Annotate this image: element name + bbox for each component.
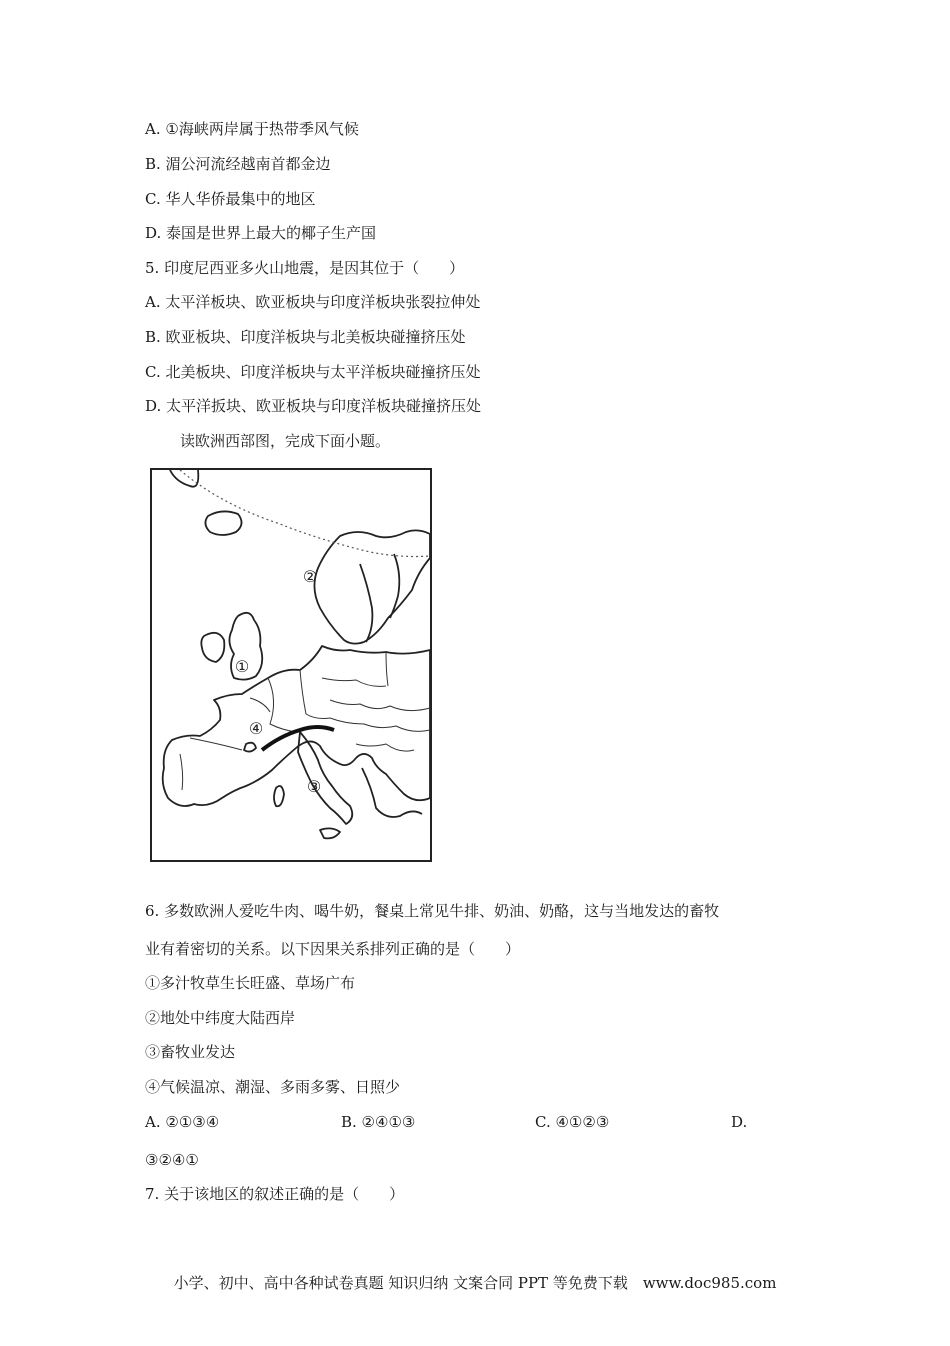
q4-option-b: B. 湄公河流经越南首都金边 bbox=[145, 155, 331, 173]
q6-statement-4: ④气候温凉、潮湿、多雨多雾、日照少 bbox=[145, 1078, 401, 1096]
q5-option-d: D. 太平洋扳块、欧亚板块与印度洋板块碰撞挤压处 bbox=[145, 397, 482, 415]
q6-option-c: C. ④①②③ bbox=[535, 1113, 610, 1131]
q6-option-a: A. ②①③④ bbox=[145, 1113, 220, 1131]
q6-options-row bbox=[0, 1112, 950, 1132]
map-label-2: ② bbox=[302, 567, 318, 586]
map-intro: 读欧洲西部图，完成下面小题。 bbox=[180, 432, 391, 450]
western-europe-map bbox=[150, 468, 432, 862]
q5-option-c: C. 北美板块、印度洋板块与太平洋板块碰撞挤压处 bbox=[145, 363, 481, 381]
q6-stem-line2: 业有着密切的关系。以下因果关系排列正确的是（ ） bbox=[145, 940, 521, 958]
q4-option-c: C. 华人华侨最集中的地区 bbox=[145, 190, 316, 208]
q6-stem-line1: 6. 多数欧洲人爱吃牛肉、喝牛奶，餐桌上常见牛排、奶油、奶酪，这与当地发达的畜牧 bbox=[145, 902, 720, 920]
q6-statement-2: ②地处中纬度大陆西岸 bbox=[145, 1009, 296, 1027]
map-label-3: ③ bbox=[306, 777, 322, 796]
map-label-1: ① bbox=[234, 657, 250, 676]
q5-option-a: A. 太平洋板块、欧亚板块与印度洋板块张裂拉伸处 bbox=[145, 293, 481, 311]
q6-statement-1: ①多汁牧草生长旺盛、草场广布 bbox=[145, 974, 356, 992]
q6-statement-3: ③畜牧业发达 bbox=[145, 1043, 236, 1061]
q5-stem: 5. 印度尼西亚多火山地震，是因其位于（ ） bbox=[145, 259, 465, 277]
q6-option-d-answer: ③②④① bbox=[145, 1151, 199, 1169]
q5-option-b: B. 欧亚板块、印度洋板块与北美板块碰撞挤压处 bbox=[145, 328, 466, 346]
q4-option-a: A. ①海峡两岸属于热带季风气候 bbox=[145, 120, 359, 138]
q6-option-d: D. bbox=[731, 1113, 748, 1131]
q4-option-d: D. 泰国是世界上最大的椰子生产国 bbox=[145, 224, 377, 242]
page-footer: 小学、初中、高中各种试卷真题 知识归纳 文案合同 PPT 等免费下载 www.doc985.com bbox=[173, 1274, 777, 1292]
q7-stem: 7. 关于该地区的叙述正确的是（ ） bbox=[145, 1185, 405, 1203]
q6-option-b: B. ②④①③ bbox=[341, 1113, 416, 1131]
map-label-4: ④ bbox=[248, 719, 264, 738]
